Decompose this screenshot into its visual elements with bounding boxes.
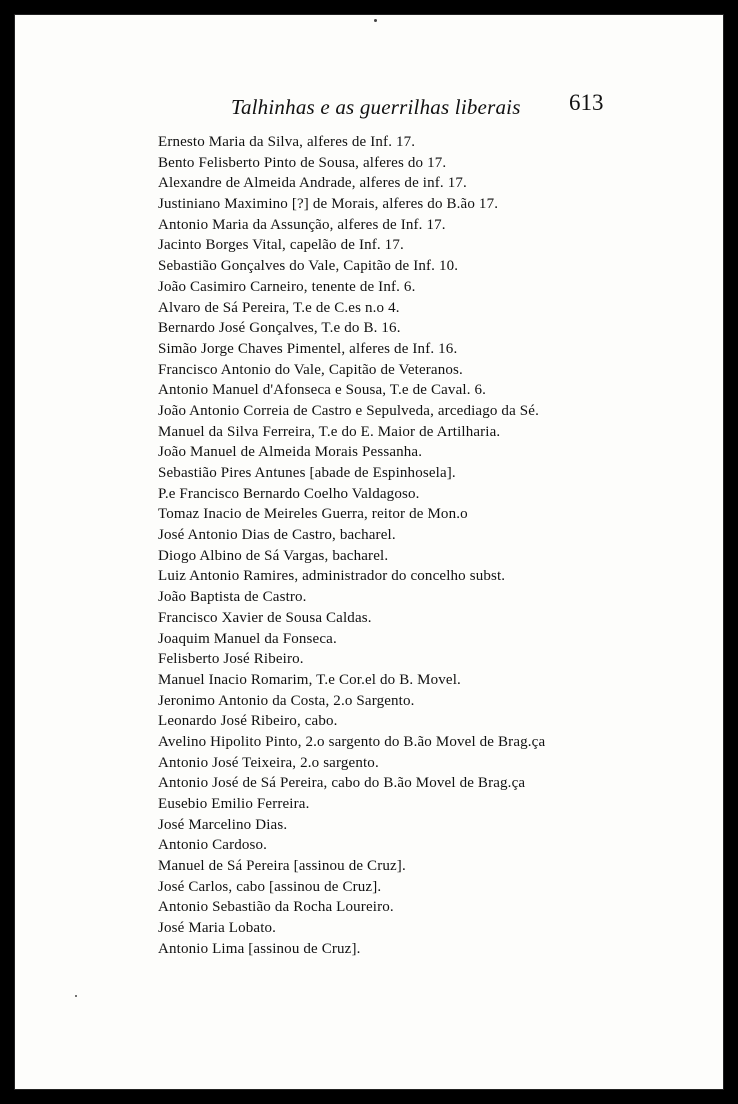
list-item: Bento Felisberto Pinto de Sousa, alferes do 17. <box>158 154 447 171</box>
list-item: Jeronimo Antonio da Costa, 2.o Sargento. <box>158 692 415 709</box>
page-number: 613 <box>569 90 604 115</box>
list-item: João Baptista de Castro. <box>158 589 307 606</box>
list-item: João Manuel de Almeida Morais Pessanha. <box>158 444 423 461</box>
list-item: Antonio Lima [assinou de Cruz]. <box>158 940 361 957</box>
list-item: Antonio Sebastião da Rocha Loureiro. <box>158 899 394 916</box>
list-item: José Antonio Dias de Castro, bacharel. <box>158 527 396 544</box>
list-item: Sebastião Gonçalves do Vale, Capitão de Inf. 10. <box>158 258 459 275</box>
list-item: Justiniano Maximino [?] de Morais, alferes do B.ão 17. <box>158 196 499 213</box>
list-item: Francisco Xavier de Sousa Caldas. <box>158 609 372 626</box>
list-item: Joaquim Manuel da Fonseca. <box>158 630 337 647</box>
list-item: Avelino Hipolito Pinto, 2.o sargento do B.ão Movel de Brag.ça <box>158 733 546 750</box>
list-item: Manuel da Silva Ferreira, T.e do E. Maior de Artilharia. <box>158 423 501 440</box>
list-item: Alexandre de Almeida Andrade, alferes de inf. 17. <box>158 175 467 192</box>
list-item: Sebastião Pires Antunes [abade de Espinhosela]. <box>158 465 456 481</box>
list-item: Diogo Albino de Sá Vargas, bacharel. <box>158 547 389 564</box>
list-item: Tomaz Inacio de Meireles Guerra, reitor de Mon.o <box>158 506 468 523</box>
list-item: José Marcelino Dias. <box>158 816 288 833</box>
list-item: Simão Jorge Chaves Pimentel, alferes de Inf. 16. <box>158 340 458 357</box>
list-item: Manuel de Sá Pereira [assinou de Cruz]. <box>158 858 406 875</box>
list-item: Antonio Manuel d'Afonseca e Sousa, T.e de Caval. 6. <box>158 382 487 399</box>
list-item: Ernesto Maria da Silva, alferes de Inf. 17. <box>158 134 416 150</box>
list-item: José Carlos, cabo [assinou de Cruz]. <box>158 878 382 895</box>
signatory-list <box>158 132 545 960</box>
book-page <box>14 14 724 1090</box>
list-item: Jacinto Borges Vital, capelão de Inf. 17. <box>158 237 404 254</box>
ink-speck <box>75 995 77 997</box>
list-item: Alvaro de Sá Pereira, T.e de C.es n.o 4. <box>158 299 400 316</box>
list-item: Francisco Antonio do Vale, Capitão de Veteranos. <box>158 361 463 378</box>
list-item: Antonio Maria da Assunção, alferes de Inf. 17. <box>158 216 446 233</box>
list-item: Antonio José de Sá Pereira, cabo do B.ão Movel de Brag.ça <box>158 775 526 792</box>
list-item: Bernardo José Gonçalves, T.e do B. 16. <box>158 320 401 337</box>
list-item: José Maria Lobato. <box>158 920 277 937</box>
list-item: P.e Francisco Bernardo Coelho Valdagoso. <box>158 485 420 502</box>
list-item: Manuel Inacio Romarim, T.e Cor.el do B. Movel. <box>158 671 461 688</box>
list-item: Antonio Cardoso. <box>158 837 268 854</box>
list-item: Luiz Antonio Ramires, administrador do concelho subst. <box>158 568 506 585</box>
list-item: Eusebio Emilio Ferreira. <box>158 796 310 812</box>
list-item: João Antonio Correia de Castro e Sepulveda, arcediago da Sé. <box>158 402 539 419</box>
list-item: Leonardo José Ribeiro, cabo. <box>158 713 338 730</box>
list-item: Felisberto José Ribeiro. <box>158 651 304 668</box>
list-item: Antonio José Teixeira, 2.o sargento. <box>158 754 379 771</box>
running-title: Talhinhas e as guerrilhas liberais <box>231 95 521 119</box>
list-item: João Casimiro Carneiro, tenente de Inf. 6. <box>158 278 416 295</box>
ink-speck <box>374 19 377 22</box>
